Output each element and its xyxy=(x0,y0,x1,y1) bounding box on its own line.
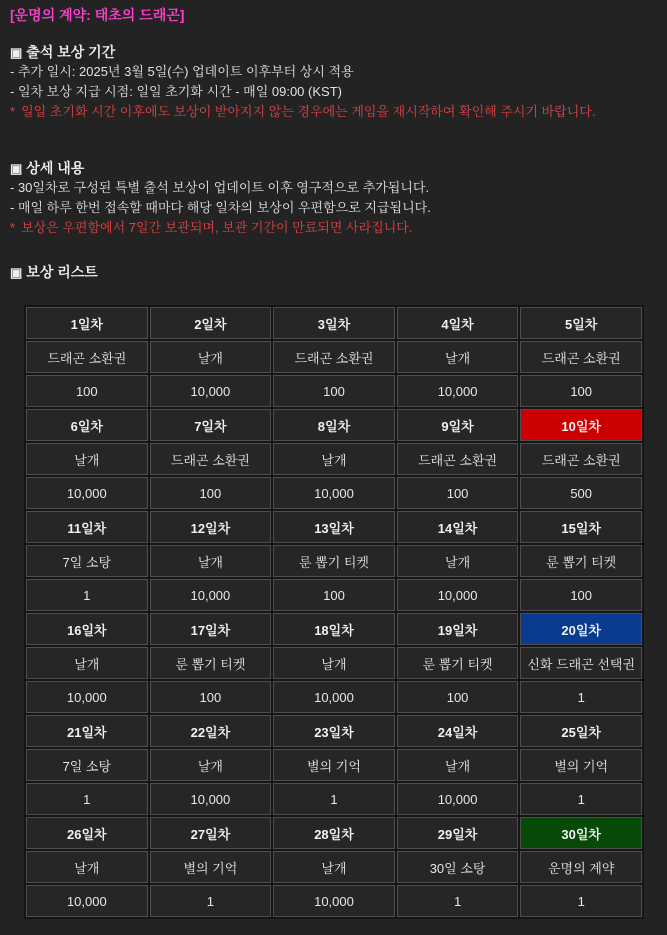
reward-cell: 7일 소탕 xyxy=(26,545,148,577)
notice-line: - 추가 일시: 2025년 3월 5일(수) 업데이트 이후부터 상시 적용 xyxy=(10,64,354,79)
reward-cell: 날개 xyxy=(150,341,272,373)
notice-line: - 일차 보상 지급 시점: 일일 초기화 시간 - 매일 09:00 (KST) xyxy=(10,84,342,99)
day-cell: 24일차 xyxy=(397,715,519,747)
quantity-cell: 10,000 xyxy=(150,783,272,815)
quantity-cell: 1 xyxy=(520,885,642,917)
reward-cell: 룬 뽑기 티켓 xyxy=(520,545,642,577)
quantity-cell: 100 xyxy=(150,477,272,509)
quantity-row xyxy=(26,885,642,917)
reward-cell: 날개 xyxy=(397,545,519,577)
quantity-cell: 10,000 xyxy=(397,375,519,407)
day-cell: 21일차 xyxy=(26,715,148,747)
reward-row xyxy=(26,341,642,373)
day-header-row xyxy=(26,715,642,747)
reward-cell: 날개 xyxy=(26,647,148,679)
day-cell: 3일차 xyxy=(273,307,395,339)
quantity-row xyxy=(26,783,642,815)
section-details xyxy=(10,158,657,238)
reward-cell: 룬 뽑기 티켓 xyxy=(397,647,519,679)
reward-row xyxy=(26,545,642,577)
quantity-cell: 10,000 xyxy=(273,477,395,509)
section-heading xyxy=(10,158,657,178)
reward-cell: 날개 xyxy=(150,545,272,577)
reward-cell: 별의 기억 xyxy=(273,749,395,781)
reward-row xyxy=(26,647,642,679)
notice-line: - 30일차로 구성된 특별 출석 보상이 업데이트 이후 영구적으로 추가됩니다. xyxy=(10,180,430,195)
warning-asterisk: * xyxy=(10,104,16,119)
warning-asterisk: * xyxy=(10,220,16,235)
reward-row xyxy=(26,443,642,475)
reward-cell: 룬 뽑기 티켓 xyxy=(273,545,395,577)
quantity-cell: 100 xyxy=(273,375,395,407)
reward-cell: 날개 xyxy=(397,341,519,373)
quantity-cell: 100 xyxy=(520,579,642,611)
day-cell: 20일차 xyxy=(520,613,642,645)
reward-cell: 룬 뽑기 티켓 xyxy=(150,647,272,679)
quantity-cell: 100 xyxy=(397,681,519,713)
quantity-row xyxy=(26,477,642,509)
reward-cell: 날개 xyxy=(273,443,395,475)
day-cell: 8일차 xyxy=(273,409,395,441)
section-bullet-icon: ▣ xyxy=(10,265,23,280)
reward-cell: 별의 기억 xyxy=(150,851,272,883)
quantity-cell: 10,000 xyxy=(397,783,519,815)
page-title: [운명의 계약: 태초의 드래곤] xyxy=(10,7,185,23)
day-cell: 1일차 xyxy=(26,307,148,339)
reward-table-body xyxy=(26,307,642,917)
day-cell: 27일차 xyxy=(150,817,272,849)
quantity-cell: 10,000 xyxy=(26,477,148,509)
day-header-row xyxy=(26,409,642,441)
quantity-cell: 1 xyxy=(397,885,519,917)
reward-cell: 날개 xyxy=(273,647,395,679)
day-cell: 6일차 xyxy=(26,409,148,441)
quantity-cell: 100 xyxy=(26,375,148,407)
reward-table xyxy=(24,305,644,919)
day-cell: 28일차 xyxy=(273,817,395,849)
reward-row xyxy=(26,749,642,781)
quantity-cell: 10,000 xyxy=(26,885,148,917)
quantity-cell: 1 xyxy=(520,783,642,815)
day-header-row xyxy=(26,511,642,543)
day-cell: 4일차 xyxy=(397,307,519,339)
day-cell: 5일차 xyxy=(520,307,642,339)
day-cell: 22일차 xyxy=(150,715,272,747)
reward-cell: 드래곤 소환권 xyxy=(397,443,519,475)
day-cell: 26일차 xyxy=(26,817,148,849)
section-heading-text: 출석 보상 기간 xyxy=(26,44,116,60)
quantity-cell: 10,000 xyxy=(273,885,395,917)
reward-cell: 드래곤 소환권 xyxy=(26,341,148,373)
quantity-cell: 10,000 xyxy=(150,579,272,611)
warning-line xyxy=(10,102,657,122)
notice-line: - 매일 하루 한번 접속할 때마다 해당 일차의 보상이 우편함으로 지급됩니다. xyxy=(10,200,431,215)
quantity-cell: 100 xyxy=(397,477,519,509)
day-header-row xyxy=(26,613,642,645)
quantity-cell: 100 xyxy=(273,579,395,611)
reward-cell: 30일 소탕 xyxy=(397,851,519,883)
section-heading xyxy=(10,42,657,62)
day-cell: 16일차 xyxy=(26,613,148,645)
section-bullet-icon: ▣ xyxy=(10,45,23,60)
quantity-cell: 1 xyxy=(273,783,395,815)
quantity-cell: 100 xyxy=(520,375,642,407)
warning-text: 일일 초기화 시간 이후에도 보상이 받아지지 않는 경우에는 게임을 재시작하여 확인해 주시기 바랍니다. xyxy=(21,104,596,119)
warning-line xyxy=(10,218,657,238)
quantity-cell: 1 xyxy=(150,885,272,917)
day-cell: 10일차 xyxy=(520,409,642,441)
quantity-cell: 10,000 xyxy=(150,375,272,407)
section-heading-text: 상세 내용 xyxy=(26,160,85,176)
day-cell: 7일차 xyxy=(150,409,272,441)
day-cell: 30일차 xyxy=(520,817,642,849)
quantity-cell: 1 xyxy=(26,783,148,815)
reward-cell: 드래곤 소환권 xyxy=(150,443,272,475)
day-cell: 23일차 xyxy=(273,715,395,747)
reward-cell: 날개 xyxy=(150,749,272,781)
day-header-row xyxy=(26,817,642,849)
day-cell: 13일차 xyxy=(273,511,395,543)
reward-cell: 운명의 계약 xyxy=(520,851,642,883)
day-cell: 18일차 xyxy=(273,613,395,645)
day-header-row xyxy=(26,307,642,339)
quantity-cell: 10,000 xyxy=(26,681,148,713)
reward-cell: 별의 기억 xyxy=(520,749,642,781)
reward-cell: 날개 xyxy=(26,443,148,475)
reward-cell: 신화 드래곤 선택권 xyxy=(520,647,642,679)
reward-cell: 드래곤 소환권 xyxy=(520,341,642,373)
quantity-cell: 10,000 xyxy=(397,579,519,611)
day-cell: 19일차 xyxy=(397,613,519,645)
section-reward-list xyxy=(10,262,657,282)
reward-cell: 날개 xyxy=(26,851,148,883)
day-cell: 12일차 xyxy=(150,511,272,543)
quantity-row xyxy=(26,579,642,611)
quantity-cell: 1 xyxy=(520,681,642,713)
reward-cell: 드래곤 소환권 xyxy=(273,341,395,373)
reward-cell: 7일 소탕 xyxy=(26,749,148,781)
reward-cell: 날개 xyxy=(397,749,519,781)
quantity-cell: 100 xyxy=(150,681,272,713)
day-cell: 15일차 xyxy=(520,511,642,543)
warning-text: 보상은 우편함에서 7일간 보관되며, 보관 기간이 만료되면 사라집니다. xyxy=(21,220,413,235)
quantity-row xyxy=(26,681,642,713)
quantity-cell: 10,000 xyxy=(273,681,395,713)
day-cell: 9일차 xyxy=(397,409,519,441)
quantity-cell: 1 xyxy=(26,579,148,611)
section-heading xyxy=(10,262,657,282)
quantity-row xyxy=(26,375,642,407)
section-attendance-period xyxy=(10,42,657,122)
quantity-cell: 500 xyxy=(520,477,642,509)
day-cell: 11일차 xyxy=(26,511,148,543)
day-cell: 14일차 xyxy=(397,511,519,543)
day-cell: 25일차 xyxy=(520,715,642,747)
section-heading-text: 보상 리스트 xyxy=(26,264,98,280)
section-bullet-icon: ▣ xyxy=(10,161,23,176)
day-cell: 17일차 xyxy=(150,613,272,645)
day-cell: 29일차 xyxy=(397,817,519,849)
day-cell: 2일차 xyxy=(150,307,272,339)
reward-cell: 날개 xyxy=(273,851,395,883)
reward-row xyxy=(26,851,642,883)
reward-cell: 드래곤 소환권 xyxy=(520,443,642,475)
